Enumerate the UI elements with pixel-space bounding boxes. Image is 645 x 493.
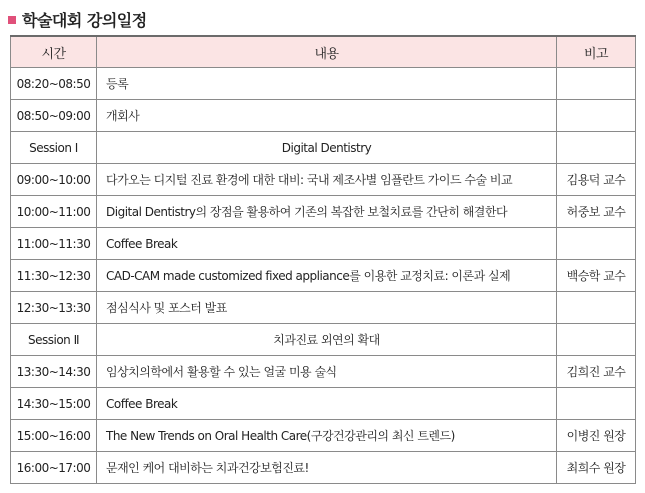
table-row bbox=[11, 164, 636, 196]
table-row bbox=[11, 132, 636, 164]
row-time: 09:00~10:00 bbox=[11, 164, 97, 196]
row-note: 김희진 교수 bbox=[557, 356, 636, 388]
row-content: 개회사 bbox=[97, 100, 557, 132]
row-time: Session Ⅰ bbox=[11, 132, 97, 164]
row-time: 08:20~08:50 bbox=[11, 68, 97, 100]
table-row bbox=[11, 68, 636, 100]
row-content: CAD-CAM made customized fixed appliance를 이용한 교정치료: 이론과 실제 bbox=[97, 260, 557, 292]
page-title-row bbox=[8, 6, 147, 32]
schedule-body bbox=[11, 68, 636, 484]
row-time: 15:00~16:00 bbox=[11, 420, 97, 452]
table-row bbox=[11, 292, 636, 324]
row-time: 10:00~11:00 bbox=[11, 196, 97, 228]
session-title: Digital Dentistry bbox=[97, 132, 557, 164]
row-time: 08:50~09:00 bbox=[11, 100, 97, 132]
row-note bbox=[557, 68, 636, 100]
schedule-table bbox=[10, 35, 636, 484]
table-row bbox=[11, 452, 636, 484]
table-row bbox=[11, 356, 636, 388]
table-header-row bbox=[11, 36, 636, 68]
row-time: 13:30~14:30 bbox=[11, 356, 97, 388]
row-note bbox=[557, 228, 636, 260]
table-row bbox=[11, 260, 636, 292]
row-time: 14:30~15:00 bbox=[11, 388, 97, 420]
row-note: 김용덕 교수 bbox=[557, 164, 636, 196]
row-content: The New Trends on Oral Health Care(구강건강관리의 최신 트렌드) bbox=[97, 420, 557, 452]
row-note: 백승학 교수 bbox=[557, 260, 636, 292]
session-title: 치과진료 외연의 확대 bbox=[97, 324, 557, 356]
column-header-time: 시간 bbox=[11, 36, 97, 68]
table-row bbox=[11, 324, 636, 356]
row-note: 허중보 교수 bbox=[557, 196, 636, 228]
row-note bbox=[557, 292, 636, 324]
row-content: Coffee Break bbox=[97, 228, 557, 260]
row-content: 임상치의학에서 활용할 수 있는 얼굴 미용 술식 bbox=[97, 356, 557, 388]
row-note bbox=[557, 132, 636, 164]
row-content: 문재인 케어 대비하는 치과건강보험진료! bbox=[97, 452, 557, 484]
column-header-content: 내용 bbox=[97, 36, 557, 68]
table-row bbox=[11, 196, 636, 228]
row-note: 이병진 원장 bbox=[557, 420, 636, 452]
row-content: 점심식사 및 포스터 발표 bbox=[97, 292, 557, 324]
row-content: Digital Dentistry의 장점을 활용하여 기존의 복잡한 보철치료를 간단히 해결한다 bbox=[97, 196, 557, 228]
row-content: 등록 bbox=[97, 68, 557, 100]
row-time: 11:00~11:30 bbox=[11, 228, 97, 260]
row-time: 16:00~17:00 bbox=[11, 452, 97, 484]
table-row bbox=[11, 420, 636, 452]
row-content: Coffee Break bbox=[97, 388, 557, 420]
row-note: 최희수 원장 bbox=[557, 452, 636, 484]
table-row bbox=[11, 388, 636, 420]
row-note bbox=[557, 324, 636, 356]
row-time: 12:30~13:30 bbox=[11, 292, 97, 324]
row-note bbox=[557, 388, 636, 420]
row-time: 11:30~12:30 bbox=[11, 260, 97, 292]
row-time: Session Ⅱ bbox=[11, 324, 97, 356]
row-note bbox=[557, 100, 636, 132]
column-header-note: 비고 bbox=[557, 36, 636, 68]
table-row bbox=[11, 100, 636, 132]
pink-square-bullet-icon bbox=[8, 16, 16, 24]
row-content: 다가오는 디지털 진료 환경에 대한 대비: 국내 제조사별 임플란트 가이드 수술 비교 bbox=[97, 164, 557, 196]
table-row bbox=[11, 228, 636, 260]
page-title: 학술대회 강의일정 bbox=[22, 10, 147, 30]
